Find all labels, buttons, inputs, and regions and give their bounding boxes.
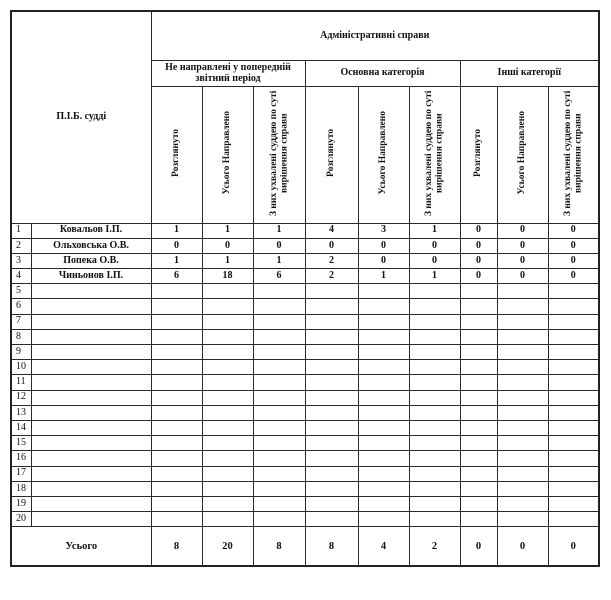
value-cell bbox=[151, 284, 202, 299]
value-cell bbox=[358, 405, 409, 420]
value-cell bbox=[460, 466, 497, 481]
table-row bbox=[11, 405, 599, 420]
table-row bbox=[11, 436, 599, 451]
column-header bbox=[409, 87, 460, 224]
column-header-label: Розглянуто bbox=[473, 129, 484, 177]
value-cell bbox=[202, 390, 253, 405]
value-cell: 6 bbox=[253, 269, 305, 284]
value-cell bbox=[409, 481, 460, 496]
row-number: 7 bbox=[11, 314, 31, 329]
column-header-label: Розглянуто bbox=[326, 129, 337, 177]
judge-name bbox=[31, 405, 151, 420]
value-cell: 0 bbox=[497, 223, 548, 238]
column-header bbox=[460, 87, 497, 224]
table-row bbox=[11, 299, 599, 314]
value-cell bbox=[151, 481, 202, 496]
value-cell bbox=[253, 284, 305, 299]
judge-name bbox=[31, 375, 151, 390]
judge-name: Чиньонов І.П. bbox=[31, 269, 151, 284]
table-row bbox=[11, 512, 599, 527]
value-cell bbox=[460, 360, 497, 375]
group-header-main-category: Основна категорія bbox=[305, 61, 460, 87]
value-cell bbox=[460, 375, 497, 390]
value-cell: 0 bbox=[305, 238, 358, 253]
row-number: 3 bbox=[11, 253, 31, 268]
value-cell bbox=[548, 451, 599, 466]
value-cell: 1 bbox=[409, 269, 460, 284]
value-cell bbox=[305, 512, 358, 527]
value-cell bbox=[202, 466, 253, 481]
value-cell bbox=[548, 329, 599, 344]
value-cell bbox=[358, 329, 409, 344]
total-value-cell: 8 bbox=[151, 527, 202, 567]
judge-name bbox=[31, 451, 151, 466]
row-number: 2 bbox=[11, 238, 31, 253]
column-header-label: Усього Направлено bbox=[517, 111, 528, 195]
value-cell bbox=[151, 360, 202, 375]
value-cell: 1 bbox=[202, 223, 253, 238]
value-cell bbox=[409, 360, 460, 375]
value-cell bbox=[305, 481, 358, 496]
value-cell bbox=[548, 436, 599, 451]
row-number: 9 bbox=[11, 345, 31, 360]
value-cell bbox=[358, 284, 409, 299]
value-cell bbox=[358, 451, 409, 466]
value-cell: 0 bbox=[253, 238, 305, 253]
value-cell: 0 bbox=[548, 223, 599, 238]
value-cell bbox=[202, 375, 253, 390]
value-cell bbox=[460, 329, 497, 344]
value-cell: 0 bbox=[548, 238, 599, 253]
value-cell bbox=[497, 329, 548, 344]
value-cell bbox=[497, 496, 548, 511]
table-row bbox=[11, 284, 599, 299]
column-header-label: Розглянуто bbox=[171, 129, 182, 177]
value-cell bbox=[497, 420, 548, 435]
value-cell bbox=[548, 314, 599, 329]
judge-name bbox=[31, 329, 151, 344]
value-cell bbox=[305, 390, 358, 405]
table-row bbox=[11, 451, 599, 466]
pib-header: П.І.Б. судді bbox=[11, 11, 151, 223]
column-header bbox=[548, 87, 599, 224]
value-cell bbox=[548, 481, 599, 496]
value-cell bbox=[253, 451, 305, 466]
row-number: 6 bbox=[11, 299, 31, 314]
judge-name bbox=[31, 314, 151, 329]
value-cell bbox=[409, 405, 460, 420]
row-number: 13 bbox=[11, 405, 31, 420]
column-header bbox=[497, 87, 548, 224]
column-header bbox=[151, 87, 202, 224]
value-cell: 0 bbox=[460, 269, 497, 284]
value-cell: 0 bbox=[497, 269, 548, 284]
row-number: 5 bbox=[11, 284, 31, 299]
value-cell bbox=[548, 405, 599, 420]
column-header bbox=[253, 87, 305, 224]
value-cell bbox=[202, 405, 253, 420]
value-cell: 0 bbox=[409, 238, 460, 253]
value-cell: 18 bbox=[202, 269, 253, 284]
judge-name bbox=[31, 345, 151, 360]
value-cell bbox=[409, 512, 460, 527]
row-number: 1 bbox=[11, 223, 31, 238]
value-cell bbox=[460, 451, 497, 466]
value-cell bbox=[409, 390, 460, 405]
total-value-cell: 4 bbox=[358, 527, 409, 567]
value-cell bbox=[460, 512, 497, 527]
table-row bbox=[11, 253, 599, 268]
judge-name bbox=[31, 360, 151, 375]
value-cell bbox=[358, 360, 409, 375]
value-cell bbox=[202, 481, 253, 496]
judge-name bbox=[31, 299, 151, 314]
table-row bbox=[11, 360, 599, 375]
value-cell bbox=[253, 360, 305, 375]
value-cell bbox=[497, 466, 548, 481]
value-cell: 0 bbox=[460, 223, 497, 238]
value-cell bbox=[305, 451, 358, 466]
judge-name bbox=[31, 481, 151, 496]
row-number: 17 bbox=[11, 466, 31, 481]
value-cell: 4 bbox=[305, 223, 358, 238]
value-cell bbox=[253, 345, 305, 360]
value-cell bbox=[497, 451, 548, 466]
value-cell bbox=[253, 390, 305, 405]
value-cell bbox=[305, 329, 358, 344]
column-header-label: З них ухвалені суддею по суті вирішення справи bbox=[268, 90, 290, 216]
value-cell bbox=[151, 405, 202, 420]
total-value-cell: 8 bbox=[305, 527, 358, 567]
value-cell bbox=[460, 481, 497, 496]
table-row bbox=[11, 420, 599, 435]
value-cell bbox=[358, 512, 409, 527]
value-cell: 6 bbox=[151, 269, 202, 284]
value-cell bbox=[358, 496, 409, 511]
value-cell bbox=[305, 314, 358, 329]
row-number: 16 bbox=[11, 451, 31, 466]
value-cell bbox=[497, 512, 548, 527]
value-cell bbox=[460, 314, 497, 329]
row-number: 4 bbox=[11, 269, 31, 284]
judge-name: Ковальов І.П. bbox=[31, 223, 151, 238]
value-cell bbox=[548, 496, 599, 511]
value-cell bbox=[151, 345, 202, 360]
value-cell: 0 bbox=[358, 238, 409, 253]
value-cell bbox=[548, 466, 599, 481]
value-cell: 0 bbox=[460, 253, 497, 268]
column-header-label: З них ухвалені суддею по суті вирішення справи bbox=[424, 90, 445, 216]
value-cell bbox=[358, 466, 409, 481]
value-cell bbox=[253, 512, 305, 527]
value-cell bbox=[548, 390, 599, 405]
value-cell bbox=[305, 466, 358, 481]
value-cell bbox=[358, 314, 409, 329]
column-header-label: Усього Направлено bbox=[378, 111, 389, 195]
value-cell bbox=[202, 512, 253, 527]
value-cell bbox=[253, 405, 305, 420]
judge-name: Ольховська О.В. bbox=[31, 238, 151, 253]
table-row bbox=[11, 223, 599, 238]
value-cell bbox=[497, 314, 548, 329]
value-cell bbox=[497, 436, 548, 451]
value-cell bbox=[460, 436, 497, 451]
value-cell bbox=[358, 481, 409, 496]
value-cell bbox=[305, 496, 358, 511]
judge-name bbox=[31, 496, 151, 511]
value-cell bbox=[151, 299, 202, 314]
total-label: Усього bbox=[11, 527, 151, 567]
column-header bbox=[202, 87, 253, 224]
value-cell bbox=[497, 375, 548, 390]
value-cell: 2 bbox=[305, 253, 358, 268]
value-cell bbox=[151, 512, 202, 527]
value-cell bbox=[409, 451, 460, 466]
report-table bbox=[10, 10, 600, 567]
value-cell: 0 bbox=[151, 238, 202, 253]
value-cell bbox=[151, 390, 202, 405]
value-cell bbox=[358, 390, 409, 405]
value-cell bbox=[202, 360, 253, 375]
value-cell bbox=[253, 466, 305, 481]
value-cell bbox=[305, 420, 358, 435]
judge-name bbox=[31, 466, 151, 481]
value-cell bbox=[202, 420, 253, 435]
value-cell bbox=[151, 314, 202, 329]
value-cell: 0 bbox=[548, 253, 599, 268]
value-cell: 0 bbox=[460, 238, 497, 253]
table-row bbox=[11, 375, 599, 390]
value-cell bbox=[548, 360, 599, 375]
value-cell bbox=[409, 420, 460, 435]
value-cell bbox=[305, 405, 358, 420]
value-cell bbox=[460, 284, 497, 299]
value-cell: 2 bbox=[305, 269, 358, 284]
value-cell bbox=[497, 405, 548, 420]
value-cell bbox=[548, 299, 599, 314]
value-cell bbox=[202, 299, 253, 314]
row-number: 12 bbox=[11, 390, 31, 405]
value-cell: 1 bbox=[202, 253, 253, 268]
value-cell bbox=[409, 299, 460, 314]
value-cell bbox=[497, 481, 548, 496]
row-number: 8 bbox=[11, 329, 31, 344]
value-cell bbox=[548, 375, 599, 390]
row-number: 20 bbox=[11, 512, 31, 527]
value-cell bbox=[358, 299, 409, 314]
judge-name: Попека О.В. bbox=[31, 253, 151, 268]
table-row bbox=[11, 481, 599, 496]
judge-name bbox=[31, 512, 151, 527]
value-cell bbox=[548, 284, 599, 299]
value-cell bbox=[358, 375, 409, 390]
value-cell bbox=[202, 345, 253, 360]
judge-name bbox=[31, 436, 151, 451]
column-header-label: З них ухвалені суддею по суті вирішення справи bbox=[562, 90, 584, 216]
judge-name bbox=[31, 284, 151, 299]
table-row bbox=[11, 238, 599, 253]
table-row bbox=[11, 390, 599, 405]
value-cell bbox=[305, 360, 358, 375]
value-cell bbox=[409, 466, 460, 481]
value-cell bbox=[548, 512, 599, 527]
value-cell bbox=[460, 390, 497, 405]
column-header bbox=[358, 87, 409, 224]
row-number: 10 bbox=[11, 360, 31, 375]
value-cell bbox=[151, 451, 202, 466]
value-cell bbox=[202, 496, 253, 511]
value-cell: 3 bbox=[358, 223, 409, 238]
value-cell bbox=[202, 314, 253, 329]
value-cell bbox=[409, 496, 460, 511]
value-cell: 1 bbox=[409, 223, 460, 238]
value-cell bbox=[497, 390, 548, 405]
total-value-cell: 0 bbox=[460, 527, 497, 567]
value-cell bbox=[202, 329, 253, 344]
value-cell bbox=[409, 345, 460, 360]
value-cell bbox=[497, 360, 548, 375]
judge-name bbox=[31, 390, 151, 405]
value-cell bbox=[253, 436, 305, 451]
table-row bbox=[11, 269, 599, 284]
value-cell: 0 bbox=[202, 238, 253, 253]
value-cell bbox=[253, 329, 305, 344]
column-header-label: Усього Направлено bbox=[222, 111, 233, 195]
table-row bbox=[11, 345, 599, 360]
value-cell bbox=[202, 436, 253, 451]
value-cell bbox=[409, 375, 460, 390]
value-cell bbox=[460, 496, 497, 511]
total-value-cell: 20 bbox=[202, 527, 253, 567]
value-cell bbox=[358, 436, 409, 451]
value-cell bbox=[460, 299, 497, 314]
value-cell bbox=[460, 420, 497, 435]
table-row bbox=[11, 329, 599, 344]
value-cell bbox=[460, 345, 497, 360]
value-cell bbox=[253, 496, 305, 511]
total-value-cell: 0 bbox=[548, 527, 599, 567]
value-cell bbox=[151, 375, 202, 390]
total-value-cell: 8 bbox=[253, 527, 305, 567]
value-cell bbox=[151, 420, 202, 435]
value-cell bbox=[151, 436, 202, 451]
admin-cases-header: Адміністративні справи bbox=[151, 11, 599, 61]
row-number: 14 bbox=[11, 420, 31, 435]
value-cell bbox=[305, 284, 358, 299]
value-cell bbox=[460, 405, 497, 420]
value-cell: 1 bbox=[151, 223, 202, 238]
value-cell bbox=[497, 345, 548, 360]
value-cell: 1 bbox=[253, 253, 305, 268]
group-header-previous-period: Не направлені у попередній звітний період bbox=[151, 61, 305, 87]
group-header-other-categories: Інші категорії bbox=[460, 61, 599, 87]
value-cell bbox=[253, 375, 305, 390]
total-value-cell: 0 bbox=[497, 527, 548, 567]
value-cell bbox=[253, 299, 305, 314]
judge-name bbox=[31, 420, 151, 435]
total-value-cell: 2 bbox=[409, 527, 460, 567]
value-cell: 0 bbox=[497, 253, 548, 268]
table-row bbox=[11, 496, 599, 511]
total-row bbox=[11, 527, 599, 567]
table-row bbox=[11, 466, 599, 481]
value-cell: 1 bbox=[151, 253, 202, 268]
value-cell bbox=[253, 314, 305, 329]
value-cell bbox=[151, 466, 202, 481]
column-header bbox=[305, 87, 358, 224]
value-cell bbox=[151, 329, 202, 344]
value-cell bbox=[409, 329, 460, 344]
row-number: 11 bbox=[11, 375, 31, 390]
value-cell bbox=[358, 345, 409, 360]
value-cell bbox=[305, 436, 358, 451]
value-cell bbox=[253, 420, 305, 435]
value-cell: 1 bbox=[253, 223, 305, 238]
value-cell: 0 bbox=[497, 238, 548, 253]
value-cell bbox=[305, 299, 358, 314]
value-cell bbox=[202, 451, 253, 466]
value-cell bbox=[409, 314, 460, 329]
value-cell bbox=[305, 345, 358, 360]
value-cell bbox=[151, 496, 202, 511]
value-cell bbox=[358, 420, 409, 435]
row-number: 15 bbox=[11, 436, 31, 451]
value-cell bbox=[409, 436, 460, 451]
value-cell: 1 bbox=[358, 269, 409, 284]
value-cell bbox=[409, 284, 460, 299]
row-number: 19 bbox=[11, 496, 31, 511]
value-cell: 0 bbox=[409, 253, 460, 268]
value-cell bbox=[305, 375, 358, 390]
value-cell bbox=[253, 481, 305, 496]
value-cell bbox=[548, 345, 599, 360]
value-cell bbox=[202, 284, 253, 299]
value-cell: 0 bbox=[358, 253, 409, 268]
value-cell bbox=[497, 284, 548, 299]
value-cell bbox=[548, 420, 599, 435]
value-cell: 0 bbox=[548, 269, 599, 284]
row-number: 18 bbox=[11, 481, 31, 496]
value-cell bbox=[497, 299, 548, 314]
table-row bbox=[11, 314, 599, 329]
